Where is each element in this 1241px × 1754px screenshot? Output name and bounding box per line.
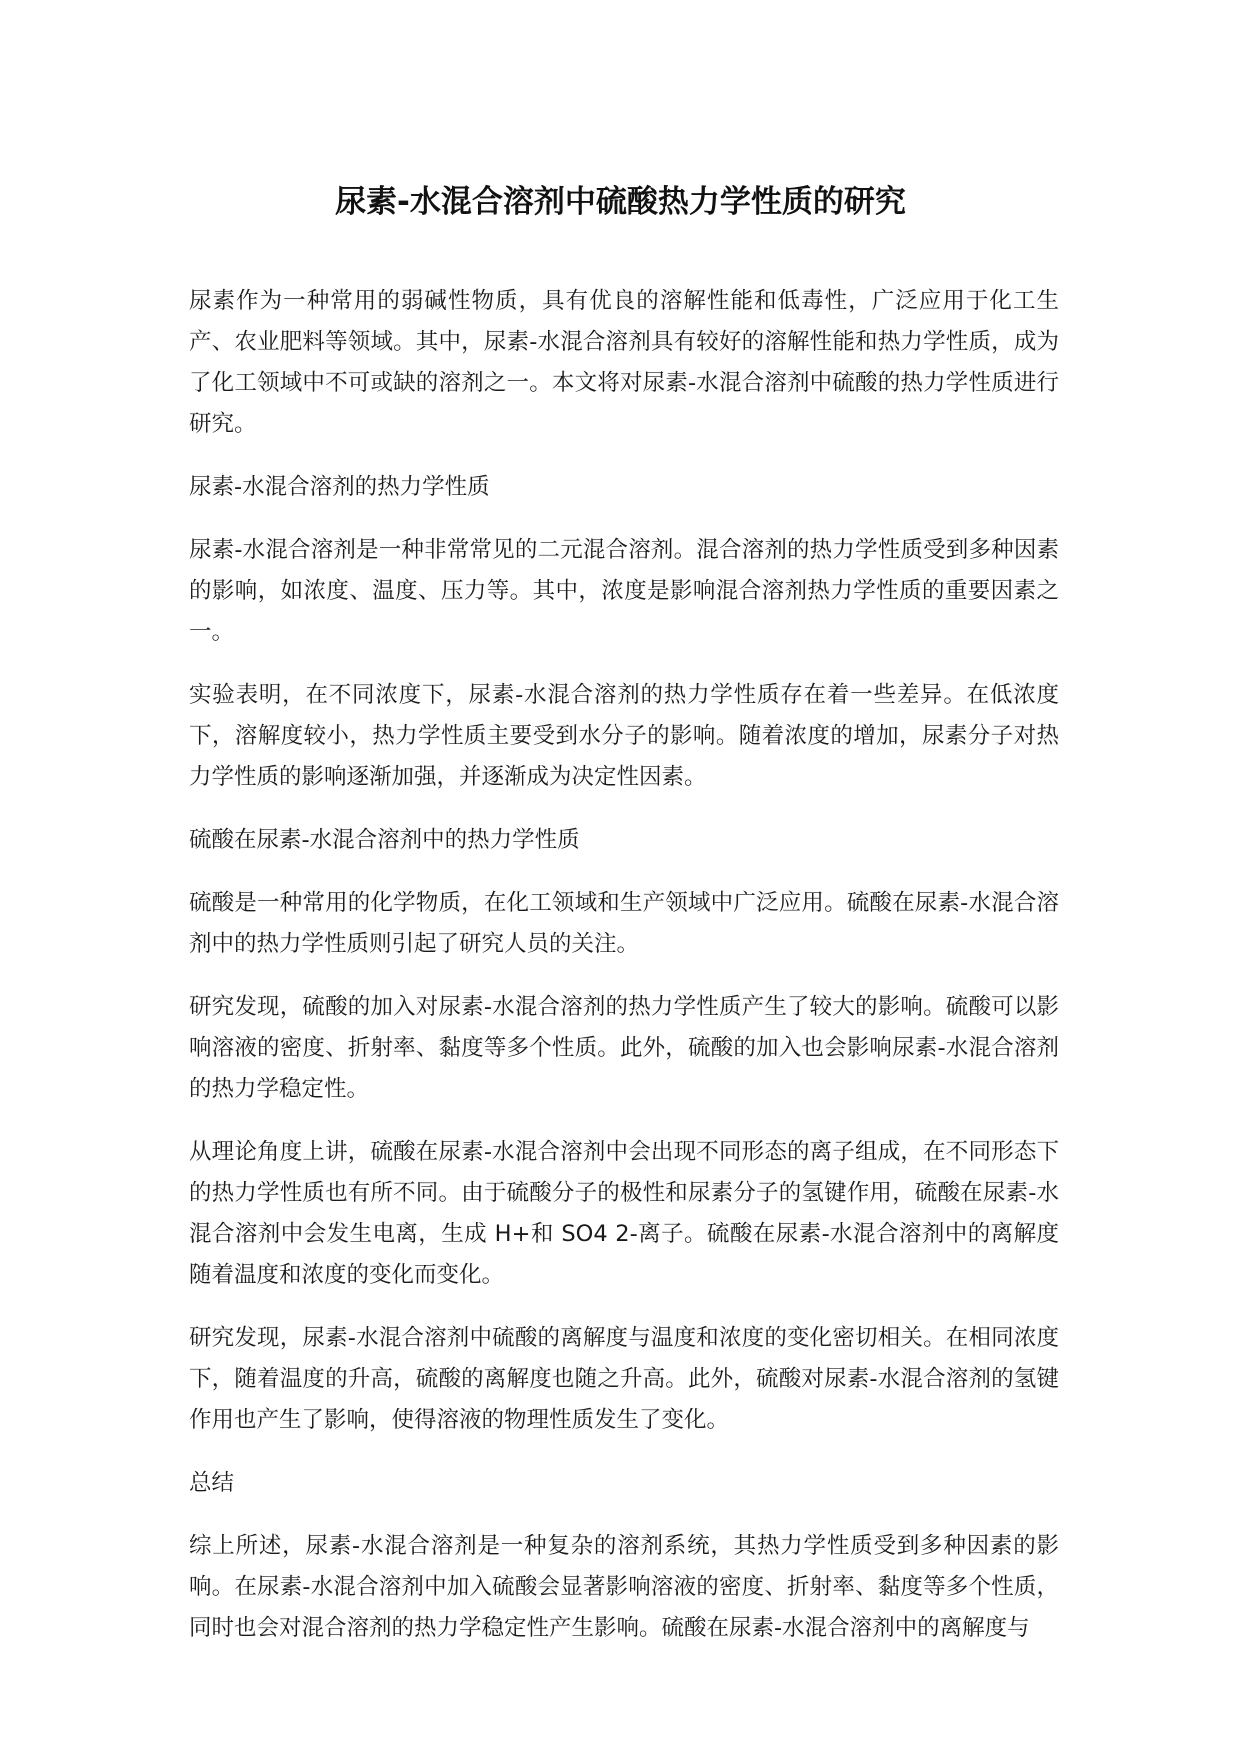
paragraph-sulfuric-acid-4: 研究发现，尿素-水混合溶剂中硫酸的离解度与温度和浓度的变化密切相关。在相同浓度下，随着温度的升高，硫酸的离解度也随之升高。此外，硫酸对尿素-水混合溶剂的氢键作用也产生了影响，使得溶液的物理性质发生了变化。 — [189, 1325, 1059, 1433]
paragraph-intro: 尿素作为一种常用的弱碱性物质，具有优良的溶解性能和低毒性，广泛应用于化工生产、农业肥料等领域。其中，尿素-水混合溶剂具有较好的溶解性能和热力学性质，成为了化工领域中不可或缺的溶剂之一。本文将对尿素-水混合溶剂中硫酸的热力学性质进行研究。 — [189, 288, 1059, 437]
paragraph-sulfuric-acid-3: 从理论角度上讲，硫酸在尿素-水混合溶剂中会出现不同形态的离子组成，在不同形态下的热力学性质也有所不同。由于硫酸分子的极性和尿素分子的氢键作用，硫酸在尿素-水混合溶剂中会发生电离，生成 H+和 SO4 2-离子。硫酸在尿素-水混合溶剂中的离解度随着温度和浓度的变化而变化。 — [189, 1139, 1059, 1288]
paragraph-mixed-solvent-1: 尿素-水混合溶剂是一种非常常见的二元混合溶剂。混合溶剂的热力学性质受到多种因素的影响，如浓度、温度、压力等。其中，浓度是影响混合溶剂热力学性质的重要因素之一。 — [189, 537, 1059, 645]
document-title: 尿素-水混合溶剂中硫酸热力学性质的研究 — [335, 184, 906, 220]
paragraph-mixed-solvent-2: 实验表明，在不同浓度下，尿素-水混合溶剂的热力学性质存在着一些差异。在低浓度下，溶解度较小，热力学性质主要受到水分子的影响。随着浓度的增加，尿素分子对热力学性质的影响逐渐加强，并逐渐成为决定性因素。 — [189, 682, 1059, 790]
section-heading-summary: 总结 — [189, 1470, 235, 1496]
paragraph-sulfuric-acid-1: 硫酸是一种常用的化学物质，在化工领域和生产领域中广泛应用。硫酸在尿素-水混合溶剂中的热力学性质则引起了研究人员的关注。 — [189, 890, 1059, 957]
section-heading-sulfuric-acid: 硫酸在尿素-水混合溶剂中的热力学性质 — [189, 827, 580, 853]
paragraph-sulfuric-acid-2: 研究发现，硫酸的加入对尿素-水混合溶剂的热力学性质产生了较大的影响。硫酸可以影响溶液的密度、折射率、黏度等多个性质。此外，硫酸的加入也会影响尿素-水混合溶剂的热力学稳定性。 — [189, 994, 1059, 1102]
document-body — [189, 281, 1059, 1671]
paragraph-summary: 综上所述，尿素-水混合溶剂是一种复杂的溶剂系统，其热力学性质受到多种因素的影响。在尿素-水混合溶剂中加入硫酸会显著影响溶液的密度、折射率、黏度等多个性质，同时也会对混合溶剂的热力学稳定性产生影响。硫酸在尿素-水混合溶剂中的离解度与 — [189, 1533, 1059, 1641]
section-heading-mixed-solvent: 尿素-水混合溶剂的热力学性质 — [189, 474, 490, 500]
